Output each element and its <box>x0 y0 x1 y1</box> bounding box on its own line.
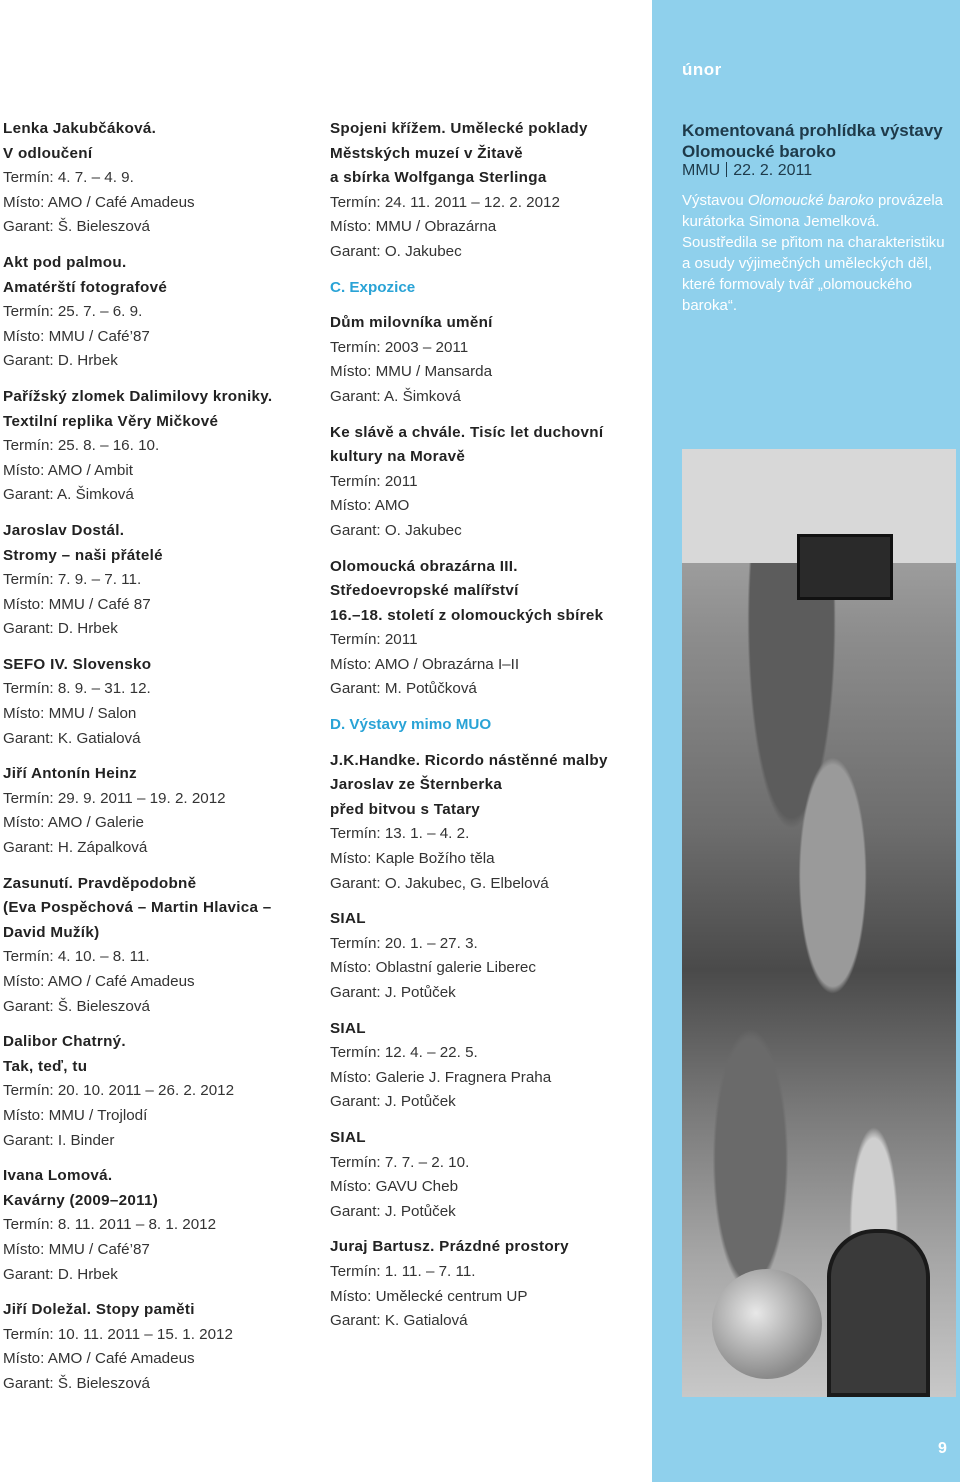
section-heading: D. Výstavy mimo MUO <box>330 716 492 734</box>
exhibition-entry <box>3 1164 303 1287</box>
exhibition-entry <box>330 421 630 544</box>
exhibition-title-line: Stromy – naši přátelé <box>3 546 163 564</box>
exhibition-detail: Garant: O. Jakubec <box>330 242 462 260</box>
exhibition-detail: Termín: 4. 7. – 4. 9. <box>3 169 134 187</box>
exhibition-entry <box>3 251 303 374</box>
exhibition-title-line: SIAL <box>330 1128 366 1146</box>
exhibition-title-line: Lenka Jakubčáková. <box>3 120 157 137</box>
exhibition-detail: Místo: MMU / Café’87 <box>3 327 150 345</box>
exhibition-title-line: J.K.Handke. Ricordo nástěnné malby <box>330 751 608 769</box>
exhibition-title-line: Městských muzeí v Žitavě <box>330 144 523 162</box>
sidebar-description <box>682 190 954 316</box>
exhibition-detail: Garant: D. Hrbek <box>3 1265 118 1283</box>
exhibition-title-line: Jaroslav ze Šternberka <box>330 776 503 794</box>
separator <box>726 162 727 177</box>
exhibition-title-line: Zasunutí. Pravděpodobně <box>3 874 197 892</box>
exhibition-detail: Termín: 4. 10. – 8. 11. <box>3 948 150 966</box>
exhibition-detail: Místo: MMU / Café’87 <box>3 1240 150 1258</box>
exhibition-detail: Garant: J. Potůček <box>330 1093 456 1111</box>
exhibition-title-line: Textilní replika Věry Mičkové <box>3 412 219 430</box>
description-italic: Olomoucké baroko <box>747 192 874 209</box>
exhibition-detail: Místo: Oblastní galerie Liberec <box>330 959 536 977</box>
exhibition-title-line: 16.–18. století z olomouckých sbírek <box>330 606 604 624</box>
exhibition-detail: Místo: Kaple Božího těla <box>330 850 495 868</box>
landscape-painting <box>797 534 893 600</box>
exhibition-detail: Termín: 7. 7. – 2. 10. <box>330 1153 470 1171</box>
exhibition-detail: Garant: J. Potůček <box>330 984 456 1001</box>
exhibition-detail: Garant: O. Jakubec <box>330 521 462 539</box>
left-column <box>3 117 303 1408</box>
exhibition-detail: Místo: Galerie J. Fragnera Praha <box>330 1068 552 1086</box>
exhibition-detail: Místo: MMU / Trojlodí <box>3 1106 148 1124</box>
exhibition-entry <box>3 653 303 751</box>
exhibition-tour-photo <box>682 449 956 1397</box>
exhibition-title-line: Olomoucká obrazárna III. <box>330 557 518 575</box>
exhibition-detail: Místo: Umělecké centrum UP <box>330 1287 528 1305</box>
description-start: Výstavou <box>682 192 748 209</box>
exhibition-detail: Termín: 25. 8. – 16. 10. <box>3 437 160 455</box>
exhibition-entry <box>3 117 303 240</box>
exhibition-entry <box>3 385 303 508</box>
exhibition-title-line: Dalibor Chatrný. <box>3 1033 126 1051</box>
exhibition-detail: Místo: AMO / Café Amadeus <box>3 193 195 211</box>
exhibition-detail: Garant: K. Gatialová <box>3 729 141 747</box>
exhibition-detail: Garant: K. Gatialová <box>330 1312 468 1330</box>
exhibition-detail: Místo: MMU / Café 87 <box>3 595 151 613</box>
middle-column <box>330 117 630 1345</box>
exhibition-detail: Místo: AMO / Ambit <box>3 461 133 479</box>
exhibition-title-line: Ke slávě a chvále. Tisíc let duchovní <box>330 423 604 441</box>
exhibition-title-line: Juraj Bartusz. Prázdné prostory <box>330 1238 569 1256</box>
section-heading: C. Expozice <box>330 278 416 296</box>
page-number: 9 <box>938 1440 947 1457</box>
exhibition-title-line: Amatérští fotografové <box>3 278 168 296</box>
description-end: provázela kurátorka Simona Jemelková. Soustředila se přitom na charakteristiku a osudy výjimečných uměleckých děl, které formovaly tvář „olomouckého baroka“. <box>682 192 945 314</box>
exhibition-title-line: Středoevropské malířství <box>330 582 519 600</box>
exhibition-detail: Garant: H. Zápalková <box>3 839 148 857</box>
exhibition-detail: Garant: D. Hrbek <box>3 620 118 638</box>
exhibition-title-line: SIAL <box>330 1019 366 1037</box>
exhibition-detail: Garant: M. Potůčková <box>330 680 477 698</box>
exhibition-detail: Termín: 25. 7. – 6. 9. <box>3 303 143 321</box>
month-label: únor <box>682 60 722 79</box>
sidebar-date-value: 22. 2. 2011 <box>733 162 813 179</box>
exhibition-detail: Místo: MMU / Obrazárna <box>330 218 497 236</box>
exhibition-title-line: SEFO IV. Slovensko <box>3 655 152 673</box>
exhibition-detail: Místo: GAVU Cheb <box>330 1178 459 1196</box>
sidebar-title: Komentovaná prohlídka výstavy Olomoucké baroko <box>682 121 943 161</box>
exhibition-detail: Garant: Š. Bieleszová <box>3 997 150 1015</box>
exhibition-detail: Místo: AMO / Obrazárna I–II <box>330 655 520 673</box>
exhibition-detail: Termín: 2011 <box>330 631 418 649</box>
exhibition-title-line: David Mužík) <box>3 923 100 941</box>
exhibition-title-line: Pařížský zlomek Dalimilovy kroniky. <box>3 387 273 405</box>
exhibition-entry <box>3 872 303 1020</box>
exhibition-title-line: Tak, teď, tu <box>3 1057 88 1075</box>
exhibition-detail: Garant: O. Jakubec, G. Elbelová <box>330 874 549 892</box>
exhibition-detail: Garant: D. Hrbek <box>3 352 118 370</box>
exhibition-entry <box>330 1126 630 1224</box>
exhibition-detail: Termín: 20. 1. – 27. 3. <box>330 934 478 952</box>
exhibition-title-line: Dům milovníka umění <box>330 314 493 332</box>
exhibition-entry <box>3 1298 303 1396</box>
exhibition-title-line: Akt pod palmou. <box>3 253 127 271</box>
exhibition-title-line: Spojeni křížem. Umělecké poklady <box>330 120 588 137</box>
arched-painting <box>827 1229 930 1397</box>
exhibition-detail: Garant: A. Šimková <box>3 486 134 504</box>
exhibition-detail: Termín: 1. 11. – 7. 11. <box>330 1262 476 1280</box>
exhibition-entry <box>330 117 630 265</box>
exhibition-entry <box>3 519 303 642</box>
exhibition-detail: Termín: 2011 <box>330 472 418 490</box>
exhibition-title-line: Kavárny (2009–2011) <box>3 1191 159 1209</box>
exhibition-detail: Místo: MMU / Mansarda <box>330 363 493 381</box>
sidebar-date <box>682 162 812 180</box>
exhibition-detail: Místo: AMO / Café Amadeus <box>3 973 195 990</box>
sidebar-place: MMU <box>682 162 721 179</box>
exhibition-entry <box>330 907 630 1005</box>
exhibition-title-line: Ivana Lomová. <box>3 1167 113 1185</box>
exhibition-detail: Termín: 24. 11. 2011 – 12. 2. 2012 <box>330 193 560 211</box>
exhibition-detail: Termín: 13. 1. – 4. 2. <box>330 825 470 843</box>
exhibition-title-line: kultury na Moravě <box>330 448 466 466</box>
exhibition-title-line: Jiří Antonín Heinz <box>3 765 137 783</box>
exhibition-title-line: a sbírka Wolfganga Sterlinga <box>330 169 547 187</box>
exhibition-title-line: Jaroslav Dostál. <box>3 521 125 539</box>
exhibition-detail: Garant: Š. Bieleszová <box>3 1374 150 1392</box>
exhibition-detail: Místo: AMO <box>330 497 410 515</box>
exhibition-title-line: SIAL <box>330 910 366 928</box>
exhibition-title-line: před bitvou s Tatary <box>330 800 481 818</box>
exhibition-detail: Místo: AMO / Galerie <box>3 814 144 832</box>
exhibition-detail: Místo: MMU / Salon <box>3 705 137 723</box>
exhibition-entry <box>330 749 630 897</box>
exhibition-detail: Termín: 20. 10. 2011 – 26. 2. 2012 <box>3 1082 235 1100</box>
exhibition-entry <box>330 1017 630 1115</box>
exhibition-detail: Garant: J. Potůček <box>330 1202 456 1220</box>
exhibition-detail: Garant: I. Binder <box>3 1131 115 1149</box>
exhibition-detail: Termín: 8. 9. – 31. 12. <box>3 680 151 698</box>
exhibition-detail: Termín: 12. 4. – 22. 5. <box>330 1044 478 1062</box>
exhibition-detail: Místo: AMO / Café Amadeus <box>3 1350 195 1368</box>
exhibition-detail: Termín: 8. 11. 2011 – 8. 1. 2012 <box>3 1216 217 1234</box>
exhibition-entry <box>330 311 630 409</box>
exhibition-detail: Termín: 29. 9. 2011 – 19. 2. 2012 <box>3 789 226 807</box>
exhibition-title-line: V odloučení <box>3 144 93 162</box>
globe <box>712 1269 822 1379</box>
exhibition-entry <box>330 1235 630 1333</box>
exhibition-title-line: (Eva Pospěchová – Martin Hlavica – <box>3 899 272 917</box>
exhibition-detail: Termín: 7. 9. – 7. 11. <box>3 571 142 589</box>
exhibition-detail: Garant: Š. Bieleszová <box>3 218 150 236</box>
exhibition-detail: Garant: A. Šimková <box>330 387 461 405</box>
exhibition-title-line: Jiří Doležal. Stopy paměti <box>3 1301 195 1319</box>
exhibition-entry <box>3 762 303 860</box>
exhibition-detail: Termín: 2003 – 2011 <box>330 338 469 356</box>
exhibition-entry <box>3 1030 303 1153</box>
exhibition-entry <box>330 555 630 703</box>
exhibition-detail: Termín: 10. 11. 2011 – 15. 1. 2012 <box>3 1325 233 1343</box>
